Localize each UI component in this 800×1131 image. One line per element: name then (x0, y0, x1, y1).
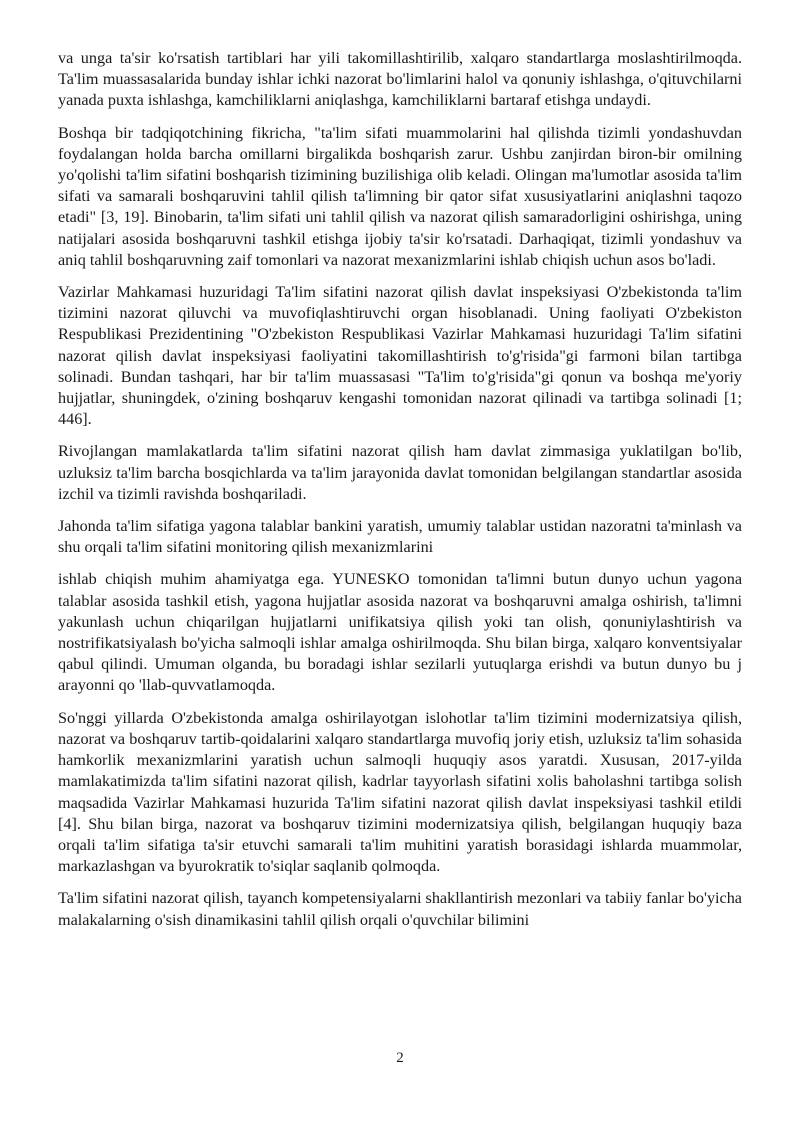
document-body (58, 48, 742, 942)
paragraph-5: Jahonda ta'lim sifatiga yagona talablar bankini yaratish, umumiy talablar ustidan nazoratni ta'minlash va shu orqali ta'lim sifatini monitoring qilish mexanizmlarini (58, 517, 742, 557)
page-number: 2 (396, 1050, 404, 1066)
paragraph-6: ishlab chiqish muhim ahamiyatga ega. YUNESKO tomonidan ta'limni butun dunyo uchun yagona talablar asosida tashkil etish, yagona hujjatlar asosida nazorat va boshqaruvni amalga oshirish, ta'limni yakunlash uchun chiqarilgan hujjatlarni unifikatsiya qilish yoki tan olish, qonuniylashtirish va nostrifikatsiyalash bo'yicha salmoqli ishlar amalga oshirilmoqda. Shu bilan birga, xalqaro konventsiyalar qabul qilindi. Umuman olganda, bu boradagi ishlar sezilarli yutuqlarga erishdi va butun dunyo bu j arayonni qo 'llab-quvvatlamoqda. (58, 570, 742, 695)
paragraph-4: Rivojlangan mamlakatlarda ta'lim sifatini nazorat qilish ham davlat zimmasiga yuklatilgan bo'lib, uzluksiz ta'lim barcha bosqichlarda va ta'lim jarayonida davlat tomonidan belgilangan standartlar asosida izchil va tizimli ravishda boshqariladi. (58, 442, 742, 503)
paragraph-2: Boshqa bir tadqiqotchining fikricha, "ta'lim sifati muammolarini hal qilishda tizimli yondashuvdan foydalangan holda barcha omillarni birgalikda boshqarish zarur. Ushbu zanjirdan biron-bir omilning yo'qolishi ta'lim sifatini boshqarish tizimining buzilishiga olib keladi. Olingan ma'lumotlar asosida ta'lim sifati va samarali boshqaruvini tahlil qilish ta'limning bir qator sifat xususiyatlarini aniqlashni taqozo etadi" [3, 19]. Binobarin, ta'lim sifati uni tahlil qilish va nazorat qilish samaradorligini oshirishga, uning natijalari asosida boshqaruvni tashkil etishga ijobiy ta'sir ko'rsatadi. Darhaqiqat, tizimli yondashuv va aniq tahlil boshqaruvning zaif tomonlari va nazorat mexanizmlarini ishlab chiqish uchun asos bo'ladi. (58, 123, 742, 269)
paragraph-8: Ta'lim sifatini nazorat qilish, tayanch kompetensiyalarni shakllantirish mezonlari va tabiiy fanlar bo'yicha malakalarning o'sish dinamikasini tahlil qilish orqali o'quvchilar bilimini (58, 889, 742, 929)
paragraph-7: So'nggi yillarda O'zbekistonda amalga oshirilayotgan islohotlar ta'lim tizimini modernizatsiya qilish, nazorat va boshqaruv tartib-qoidalarini xalqaro standartlarga muvofiq joriy etish, uzluksiz ta'lim sohasida hamkorlik mexanizmlarini yaratish uchun salmoqli huquqiy asos yaratdi. Xususan, 2017-yilda mamlakatimizda ta'lim sifatini nazorat qilish, kadrlar tayyorlash sifatini xolis baholashni tartibga solish maqsadida Vazirlar Mahkamasi huzurida Ta'lim sifatini nazorat qilish davlat inspeksiyasi tashkil etildi [4]. Shu bilan birga, nazorat va boshqaruv tizimini modernizatsiya qilish, belgilangan huquqiy baza orqali ta'lim sifatiga ta'sir etuvchi samarali ta'lim muhitini yaratish borasidagi ishlarda muammolar, markazlashgan va byurokratik to'siqlar saqlanib qolmoqda. (58, 708, 742, 876)
paragraph-1: va unga ta'sir ko'rsatish tartiblari har yili takomillashtirilib, xalqaro standartlarga moslashtirilmoqda. Ta'lim muassasalarida bunday ishlar ichki nazorat bo'limlarini halol va qonuniy ishlashga, o'qituvchilarni yanada puxta ishlashga, kamchiliklarni aniqlashga, kamchiliklarni bartaraf etishga undaydi. (58, 49, 742, 110)
paragraph-3: Vazirlar Mahkamasi huzuridagi Ta'lim sifatini nazorat qilish davlat inspeksiyasi O'zbekistonda ta'lim tizimini nazorat qiluvchi va muvofiqlashtiruvchi organ hisoblanadi. Uning faoliyati O'zbekiston Respublikasi Prezidentining "O'zbekiston Respublikasi Vazirlar Mahkamasi huzuridagi Ta'lim sifatini nazorat qilish davlat inspeksiyasi faoliyatini takomillashtirish to'g'risida"gi farmoni bilan tartibga solinadi. Bundan tashqari, har bir ta'lim muassasasi "Ta'lim to'g'risida"gi qonun va boshqa me'yoriy hujjatlar, shuningdek, o'zining boshqaruv kengashi tomonidan nazorat qilinadi va tartibga solinadi [1; 446]. (58, 283, 742, 429)
